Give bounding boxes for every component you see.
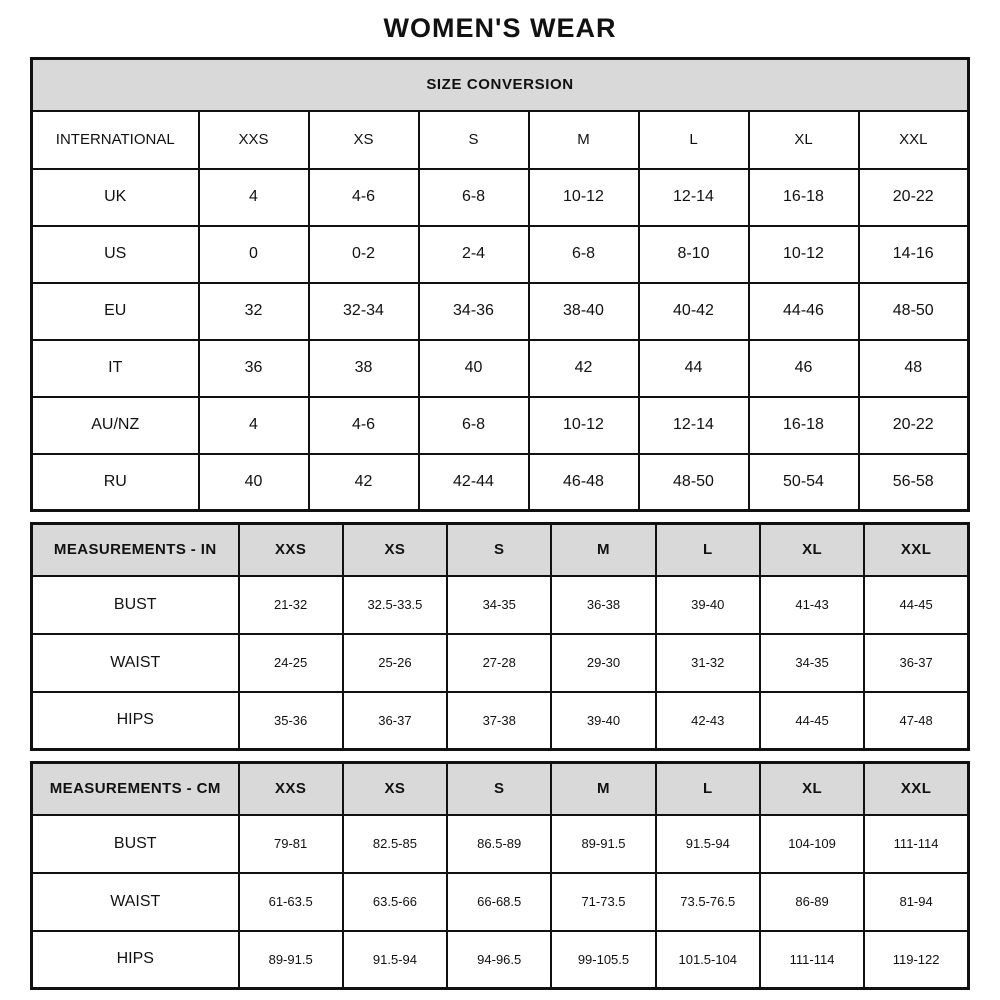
size-cell: 4 [199,169,309,226]
measurement-cell: 104-109 [760,815,864,873]
size-cell: 20-22 [859,397,969,454]
size-cell: 40 [419,340,529,397]
column-header-xs: XS [343,763,447,815]
table-row-eu [32,283,969,340]
measurement-cell: 71-73.5 [551,873,655,931]
size-cell: 50-54 [749,454,859,511]
size-cell: 0-2 [309,226,419,283]
column-header-m: M [551,763,655,815]
table-row-bust-cm [32,815,969,873]
table-row-uk [32,169,969,226]
size-cell: 48 [859,340,969,397]
measurement-cell: 94-96.5 [447,931,551,989]
size-cell: 4 [199,397,309,454]
column-header-xxs: XXS [239,524,343,576]
measurement-cell: 27-28 [447,634,551,692]
column-header-s: S [447,763,551,815]
measurement-cell: 42-43 [656,692,760,750]
measurement-cell: 36-37 [343,692,447,750]
measurement-cell: 47-48 [864,692,968,750]
column-header-xxl: XXL [864,524,968,576]
size-cell: 34-36 [419,283,529,340]
size-cell: 6-8 [529,226,639,283]
size-cell: 42 [529,340,639,397]
size-cell: 4-6 [309,397,419,454]
measurements-in-title: MEASUREMENTS - IN [32,524,239,576]
row-label-it: IT [32,340,199,397]
size-cell: 46 [749,340,859,397]
table-row-waist-cm [32,873,969,931]
measurement-cell: 24-25 [239,634,343,692]
size-cell: 4-6 [309,169,419,226]
measurement-cell: 66-68.5 [447,873,551,931]
column-header-xxl: XXL [859,111,969,169]
table-row-us [32,226,969,283]
measurements-in-header-row [32,524,969,576]
table-row-it [32,340,969,397]
measurement-cell: 41-43 [760,576,864,634]
size-cell: 6-8 [419,397,529,454]
measurement-cell: 44-45 [760,692,864,750]
measurement-cell: 39-40 [656,576,760,634]
column-header-xs: XS [309,111,419,169]
row-label-hips: HIPS [32,931,239,989]
row-label-uk: UK [32,169,199,226]
measurements-cm-table [30,761,970,990]
measurement-cell: 73.5-76.5 [656,873,760,931]
column-header-l: L [656,763,760,815]
column-header-s: S [447,524,551,576]
measurement-cell: 34-35 [447,576,551,634]
measurement-cell: 25-26 [343,634,447,692]
measurement-cell: 37-38 [447,692,551,750]
table-row-hips-in [32,692,969,750]
size-cell: 10-12 [529,169,639,226]
size-cell: 12-14 [639,169,749,226]
table-row-waist-in [32,634,969,692]
size-cell: 10-12 [749,226,859,283]
column-header-l: L [656,524,760,576]
column-header-xxl: XXL [864,763,968,815]
page-title: WOMEN'S WEAR [383,13,617,43]
size-cell: 14-16 [859,226,969,283]
size-cell: 42 [309,454,419,511]
measurement-cell: 32.5-33.5 [343,576,447,634]
measurement-cell: 61-63.5 [239,873,343,931]
size-cell: 40-42 [639,283,749,340]
size-cell: 46-48 [529,454,639,511]
measurement-cell: 29-30 [551,634,655,692]
row-label-us: US [32,226,199,283]
measurement-cell: 34-35 [760,634,864,692]
size-cell: 10-12 [529,397,639,454]
measurement-cell: 31-32 [656,634,760,692]
measurement-cell: 101.5-104 [656,931,760,989]
measurement-cell: 81-94 [864,873,968,931]
measurement-cell: 99-105.5 [551,931,655,989]
size-cell: 48-50 [859,283,969,340]
size-conversion-table [30,57,970,512]
measurement-cell: 36-38 [551,576,655,634]
size-cell: 32 [199,283,309,340]
measurement-cell: 86-89 [760,873,864,931]
size-chart-sheet [30,0,970,990]
measurement-cell: 44-45 [864,576,968,634]
measurements-cm-title: MEASUREMENTS - CM [32,763,239,815]
size-cell: 56-58 [859,454,969,511]
size-conversion-columns-row [32,111,969,169]
size-cell: 38-40 [529,283,639,340]
measurement-cell: 89-91.5 [551,815,655,873]
measurement-cell: 89-91.5 [239,931,343,989]
table-row-hips-cm [32,931,969,989]
column-header-s: S [419,111,529,169]
row-label-hips: HIPS [32,692,239,750]
measurement-cell: 35-36 [239,692,343,750]
row-label-eu: EU [32,283,199,340]
row-label-waist: WAIST [32,873,239,931]
size-cell: 16-18 [749,169,859,226]
size-cell: 20-22 [859,169,969,226]
row-label-waist: WAIST [32,634,239,692]
size-cell: 48-50 [639,454,749,511]
size-cell: 44 [639,340,749,397]
column-header-international: INTERNATIONAL [32,111,199,169]
row-label-ru: RU [32,454,199,511]
column-header-l: L [639,111,749,169]
measurement-cell: 91.5-94 [343,931,447,989]
size-cell: 2-4 [419,226,529,283]
measurement-cell: 111-114 [864,815,968,873]
measurement-cell: 82.5-85 [343,815,447,873]
measurement-cell: 79-81 [239,815,343,873]
row-label-bust: BUST [32,576,239,634]
measurement-cell: 21-32 [239,576,343,634]
size-cell: 16-18 [749,397,859,454]
size-cell: 6-8 [419,169,529,226]
size-cell: 36 [199,340,309,397]
measurement-cell: 86.5-89 [447,815,551,873]
size-cell: 38 [309,340,419,397]
size-cell: 8-10 [639,226,749,283]
size-conversion-title: SIZE CONVERSION [32,59,969,111]
size-cell: 0 [199,226,309,283]
measurement-cell: 39-40 [551,692,655,750]
size-cell: 44-46 [749,283,859,340]
measurement-cell: 63.5-66 [343,873,447,931]
column-header-xxs: XXS [199,111,309,169]
table-row-bust-in [32,576,969,634]
column-header-xl: XL [760,763,864,815]
size-cell: 12-14 [639,397,749,454]
measurement-cell: 119-122 [864,931,968,989]
measurements-cm-header-row [32,763,969,815]
measurement-cell: 91.5-94 [656,815,760,873]
column-header-xs: XS [343,524,447,576]
row-label-aunz: AU/NZ [32,397,199,454]
column-header-xxs: XXS [239,763,343,815]
size-cell: 40 [199,454,309,511]
size-conversion-header-row [32,59,969,111]
column-header-xl: XL [760,524,864,576]
measurements-in-table [30,522,970,751]
table-row-aunz [32,397,969,454]
column-header-m: M [551,524,655,576]
measurement-cell: 111-114 [760,931,864,989]
column-header-xl: XL [749,111,859,169]
measurement-cell: 36-37 [864,634,968,692]
table-row-ru [32,454,969,511]
size-cell: 32-34 [309,283,419,340]
column-header-m: M [529,111,639,169]
row-label-bust: BUST [32,815,239,873]
size-cell: 42-44 [419,454,529,511]
